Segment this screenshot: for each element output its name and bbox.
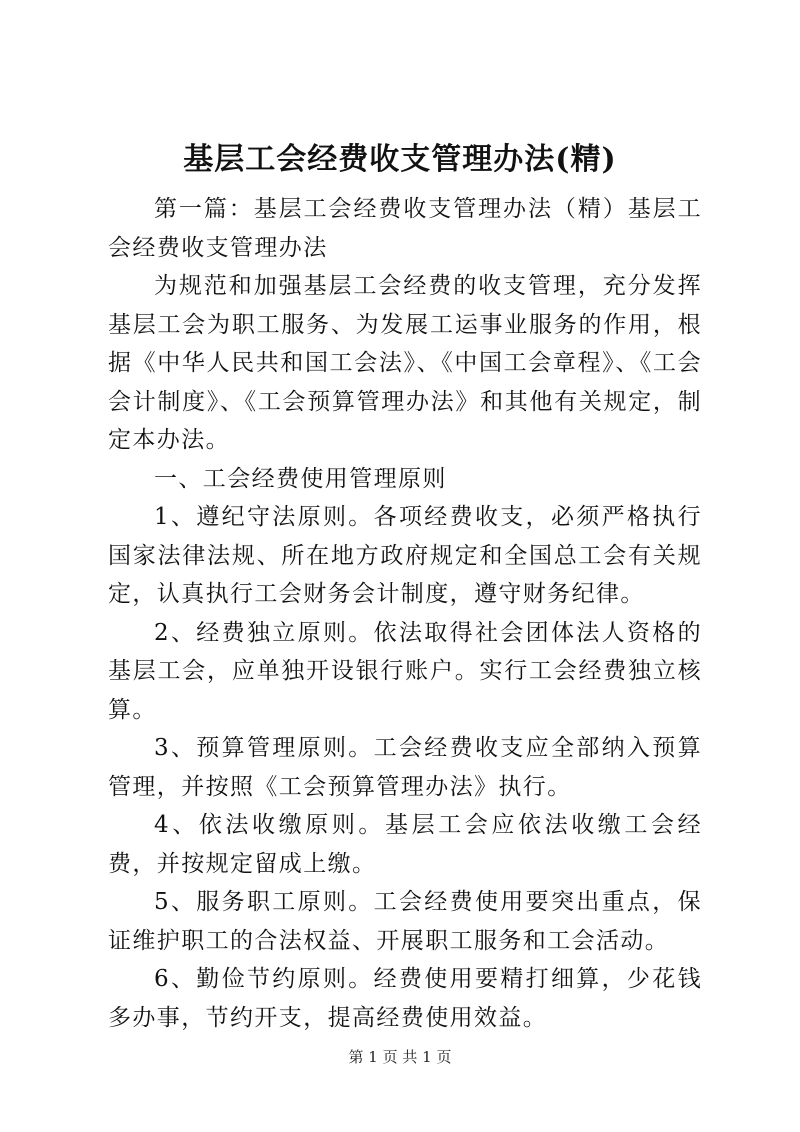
paragraph-principle-3: 3、预算管理原则。工会经费收支应全部纳入预算管理，并按照《工会预算管理办法》执行。: [108, 735, 702, 800]
document-title: 基层工会经费收支管理办法(精): [183, 142, 617, 177]
document-body: [108, 190, 702, 1037]
paragraph-principle-5: 5、服务职工原则。工会经费使用要突出重点，保证维护职工的合法权益、开展职工服务和工会活动。: [108, 889, 702, 954]
page-number-footer: 第 1 页 共 1 页: [348, 1048, 452, 1066]
paragraph-principles-heading: 一、工会经费使用管理原则: [154, 465, 447, 492]
paragraph-principle-4: 4、依法收缴原则。基层工会应依法收缴工会经费，并按规定留成上缴。: [108, 812, 702, 877]
paragraph-purpose: 为规范和加强基层工会经费的收支管理，充分发挥基层工会为职工服务、为发展工运事业服务的作用，根据《中华人民共和国工会法》、《中国工会章程》、《工会会计制度》、《工会预算管理办法》和其他有关规定，制定本办法。: [108, 273, 702, 453]
paragraph-principle-1: 1、遵纪守法原则。各项经费收支，必须严格执行国家法律法规、所在地方政府规定和全国总工会有关规定，认真执行工会财务会计制度，遵守财务纪律。: [108, 504, 702, 607]
paragraph-principle-2: 2、经费独立原则。依法取得社会团体法人资格的基层工会，应单独开设银行账户。实行工会经费独立核算。: [108, 619, 702, 723]
paragraph-principle-6: 6、勤俭节约原则。经费使用要精打细算，少花钱多办事，节约开支，提高经费使用效益。: [108, 966, 702, 1031]
paragraph-heading-section: 第一篇：基层工会经费收支管理办法（精）基层工会经费收支管理办法: [108, 196, 702, 261]
